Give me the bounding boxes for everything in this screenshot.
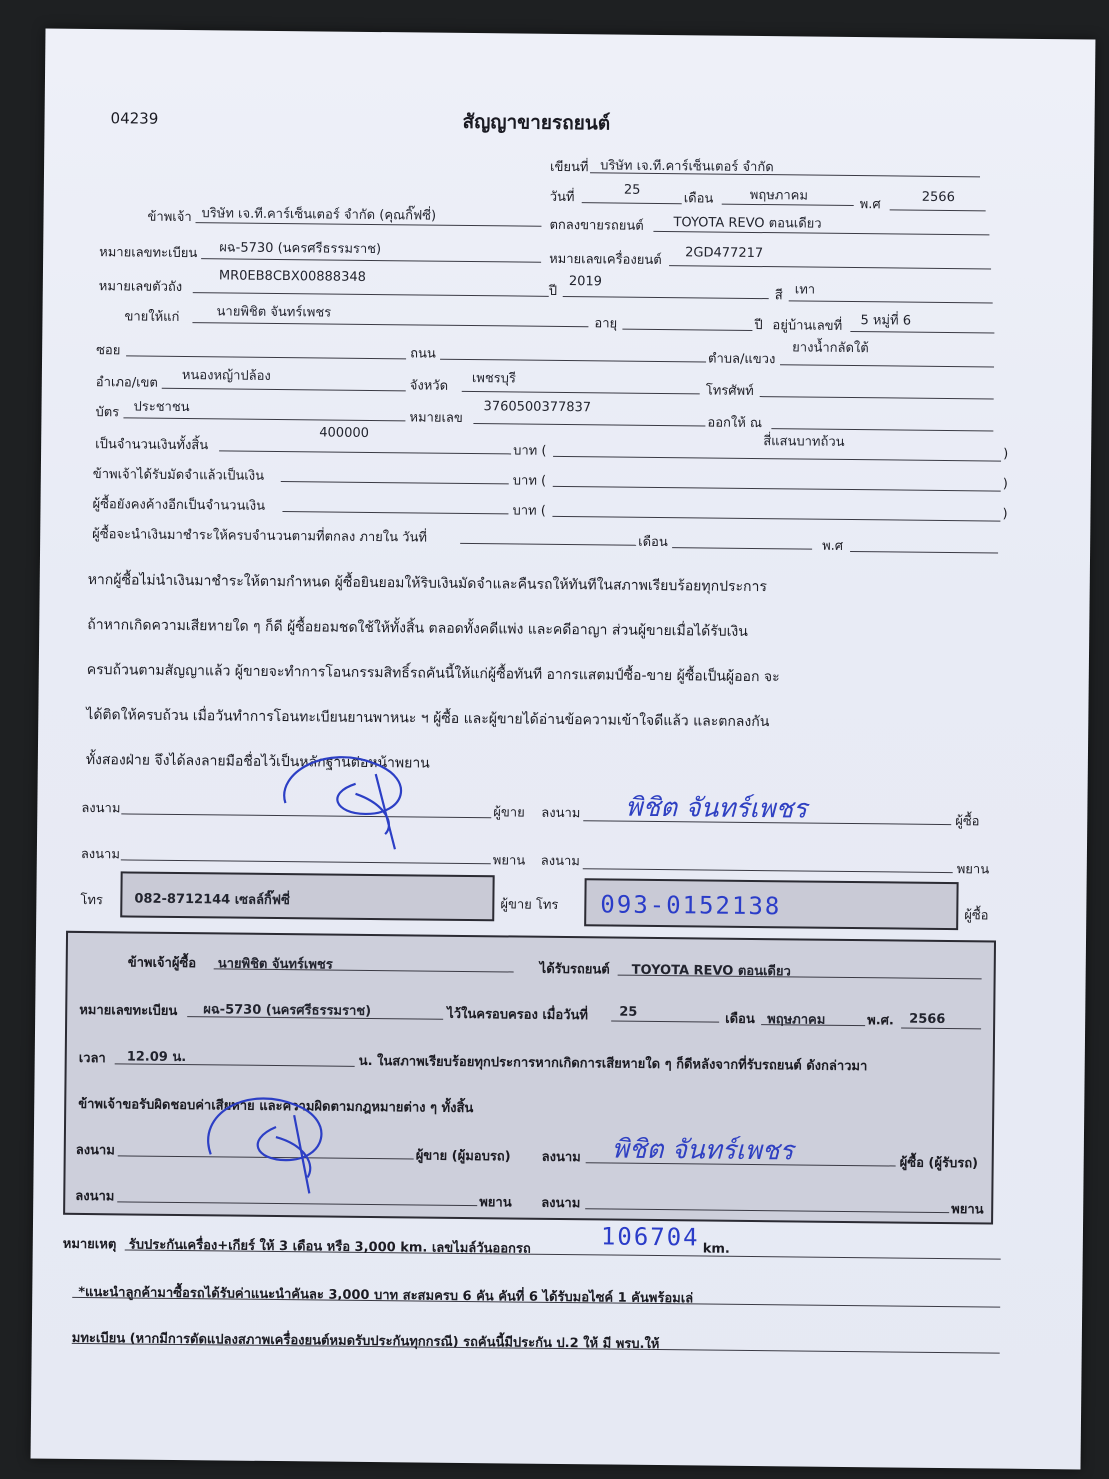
receipt-day-value: 25 <box>619 1004 638 1020</box>
paragraph-line-3: ครบถ้วนตามสัญญาแล้ว ผู้ขายจะทำการโอนกรรมสิทธิ์รถคันนี้ให้แก่ผู้ซื้อทันที อากรแสตมป์ซื้อ-ขาย ผู้ซื้อเป็นผู้ออก จะ <box>86 662 780 686</box>
model-year-value: 2019 <box>568 274 603 290</box>
seller-role: ผู้ขาย <box>493 805 525 821</box>
province-label: จังหวัด <box>409 378 449 394</box>
buyer-phone-box <box>584 878 958 930</box>
engine-label: หมายเลขเครื่องยนต์ <box>549 251 662 269</box>
pay-month-line <box>672 547 812 549</box>
remain-label: ผู้ซื้อยังคงค้างอีกเป็นจำนวนเงิน <box>92 497 266 514</box>
remain-words-line <box>552 516 1000 522</box>
color-label: สี <box>774 288 783 304</box>
receipt-seller-sign-label: ลงนาม <box>75 1142 115 1159</box>
buyer-line <box>192 322 588 327</box>
year-line <box>890 209 986 211</box>
seller-phone-value: 082-8712144 เซลล์กิ๊ฟซี่ <box>134 891 290 909</box>
pay-month-label: เดือน <box>638 534 668 551</box>
receipt-witness-sign-line-2 <box>585 1208 949 1213</box>
document-number: 04239 <box>110 109 159 128</box>
receipt-witness-sign-line-1 <box>117 1201 477 1206</box>
chassis-value: MR0EB8CBX00888348 <box>218 268 367 285</box>
witness-role-2: พยาน <box>956 862 990 878</box>
paragraph-line-4: ได้ติดให้ครบถ้วน เมื่อวันทำการโอนทะเบียนยานพาหนะ ฯ ผู้ซื้อ และผู้ขายได้อ่านข้อความเข้าใจดีแล้ว และตกลงกัน <box>86 707 770 731</box>
remain-close: ) <box>1002 506 1008 522</box>
written-at-value: บริษัท เจ.ที.คาร์เซ็นเตอร์ จำกัด <box>600 158 774 176</box>
address-label: อยู่บ้านเลขที่ <box>772 318 843 334</box>
pay-year-label: พ.ศ <box>822 538 844 554</box>
receipt-month-label: เดือน <box>725 1011 755 1028</box>
receipt-time-label: เวลา <box>78 1050 106 1067</box>
day-value: 25 <box>623 182 641 198</box>
month-value: พฤษภาคม <box>749 187 809 204</box>
age-line <box>622 329 752 331</box>
witness-sign-label-1: ลงนาม <box>80 846 121 863</box>
receipt-day-line <box>611 1021 719 1023</box>
witness-sign-label-2: ลงนาม <box>540 853 580 870</box>
receipt-year-value: 2566 <box>909 1011 946 1028</box>
color-value: เทา <box>794 282 816 298</box>
receipt-witness-sign-label-2: ลงนาม <box>541 1195 581 1212</box>
buyer-role: ผู้ซื้อ <box>955 814 980 830</box>
note-line-2-text: *แนะนำลูกค้ามาซื้อรถได้รับค่าแนะนำคันละ 3,000 บาท สะสมครบ 6 คัน คันที่ 6 ได้รับมอไซค์ 1 คันพร้อมเล่ <box>78 1284 694 1307</box>
document-title: สัญญาขายรถยนต์ <box>462 110 611 135</box>
card-type-value: ประชาชน <box>133 399 190 416</box>
month-label: เดือน <box>683 191 714 207</box>
paragraph-line-5: ทั้งสองฝ่าย จึงได้ลงลายมือชื่อไว้เป็นหลักฐานต่อหน้าพยาน <box>85 752 430 772</box>
total-label: เป็นจำนวนเงินทั้งสิ้น <box>95 437 209 454</box>
receipt-buyer-value: นายพิชิต จันทร์เพชร <box>217 956 333 973</box>
total-line <box>219 450 511 454</box>
buyer-sign-label: ลงนาม <box>541 805 581 822</box>
age-unit: ปี <box>754 317 763 334</box>
age-label: อายุ <box>594 316 618 332</box>
seller-signature-scribble <box>265 733 426 855</box>
receipt-time-value: 12.09 น. <box>126 1049 187 1066</box>
subdistrict-label: ตำบล/แขวง <box>708 351 776 368</box>
card-no-label: หมายเลข <box>409 410 463 426</box>
deposit-label: ข้าพเจ้าได้รับมัดจำแล้วเป็นเงิน <box>92 467 265 484</box>
buyer-phone-role: ผู้ซื้อ <box>964 908 989 924</box>
car-model-value: TOYOTA REVO ตอนเดียว <box>673 215 822 232</box>
seller-sign-label: ลงนาม <box>81 800 121 817</box>
seller-phone-role: ผู้ขาย โทร <box>500 897 559 913</box>
soi-label: ซอย <box>96 343 121 359</box>
district-label: อำเภอ/เขต <box>95 375 158 391</box>
written-at-label: เขียนที่ <box>550 159 589 176</box>
day-line <box>582 202 682 204</box>
witness-sign-line-2 <box>583 868 953 873</box>
seller-value: บริษัท เจ.ที.คาร์เซ็นเตอร์ จำกัด (คุณกิ๊ฟซี่) <box>201 206 437 224</box>
receipt-buyer-role: ผู้ซื้อ (ผู้รับรถ) <box>899 1155 979 1172</box>
receipt-seller-role: ผู้ขาย (ผู้มอบรถ) <box>415 1148 511 1165</box>
note-label: หมายเหตุ <box>62 1236 117 1253</box>
date-label: วันที่ <box>549 189 575 206</box>
receipt-car-value: TOYOTA REVO ตอนเดียว <box>631 962 791 980</box>
receipt-plate-label: หมายเลขทะเบียน <box>79 1002 178 1019</box>
paragraph-line-1: หากผู้ซื้อไม่นำเงินมาชำระให้ตามกำหนด ผู้ซื้อยินยอมให้ริบเงินมัดจำและคืนรถให้ทันทีในสภาพเรียบร้อยทุกประการ <box>87 572 767 596</box>
total-value: 400000 <box>319 425 370 441</box>
year-label: พ.ศ <box>859 197 881 213</box>
total-words-value: สี่แสนบาทถ้วน <box>763 434 845 450</box>
card-no-line <box>473 423 705 426</box>
receipt-received-label: ได้รับรถยนต์ <box>539 961 610 978</box>
receipt-buyer-signature: พิชิต จันทร์เพชร <box>611 1134 794 1167</box>
subdistrict-line <box>780 364 994 367</box>
remain-baht: บาท ( <box>512 503 546 519</box>
pay-day-line <box>460 543 636 546</box>
address-value: 5 หมู่ที่ 6 <box>860 313 912 329</box>
contract-paper <box>31 29 1096 1470</box>
seller-phone-box <box>120 871 494 921</box>
receipt-line1: น. ในสภาพเรียบร้อยทุกประการหากเกิดการเสียหายใด ๆ ก็ดีหลังจากที่รับรถยนต์ ดังกล่าวมา <box>358 1053 868 1075</box>
seller-label: ข้าพเจ้า <box>147 209 192 226</box>
phone-label: โทรศัพท์ <box>705 383 754 399</box>
pay-year-line <box>850 551 998 554</box>
vehicle-receipt-box <box>63 931 996 1225</box>
witness-role-1: พยาน <box>492 853 526 869</box>
subdistrict-value: ยางน้ำกลัดใต้ <box>792 340 869 357</box>
province-line <box>462 391 700 394</box>
total-close: ) <box>1003 446 1009 462</box>
note-line-3-text: มทะเบียน (หากมีการดัดแปลงสภาพเครื่องยนต์หมดรับประกันทุกกรณี) รถคันนี้มีประกัน ป.2 ให้ มี พรบ.ให้ <box>71 1330 660 1353</box>
receipt-buyer-sign-label: ลงนาม <box>541 1149 581 1166</box>
issued-label: ออกให้ ณ <box>707 415 763 432</box>
receipt-buyer-label: ข้าพเจ้าผู้ซื้อ <box>127 955 197 972</box>
card-no-value: 3760500377837 <box>483 399 592 416</box>
paragraph-line-2: ถ้าหากเกิดความเสียหายใด ๆ ก็ดี ผู้ซื้อยอมชดใช้ให้ทั้งสิ้น ตลอดทั้งคดีแพ่ง และคดีอาญา ส่วนผู้ขายเมื่อได้รับเงิน <box>87 617 748 640</box>
buyer-phone-value: 093-0152138 <box>600 890 782 921</box>
card-label: บัตร <box>95 405 120 421</box>
province-value: เพชรบุรี <box>471 371 517 387</box>
remain-line <box>282 511 508 514</box>
model-year-label: ปี <box>548 283 558 299</box>
receipt-plate-value: ผฉ-5730 (นครศรีธรรมราช) <box>203 1002 372 1020</box>
note-text: รับประกันเครื่อง+เกียร์ ให้ 3 เดือน หรือ 3,000 km. เลขไมล์วันออกรถ <box>128 1237 531 1257</box>
chassis-line <box>193 292 549 297</box>
agree-label: ตกลงขายรถยนต์ <box>549 217 644 234</box>
plate-label: หมายเลขทะเบียน <box>99 245 198 262</box>
district-value: หนองหญ้าปล้อง <box>181 367 271 384</box>
receipt-seller-signature-scribble <box>195 1064 346 1196</box>
engine-value: 2GD477217 <box>685 245 764 262</box>
deposit-close: ) <box>1002 476 1008 492</box>
color-line <box>789 300 993 303</box>
phone-line <box>760 396 994 399</box>
deposit-line <box>281 481 509 484</box>
witness-sign-line-1 <box>121 859 491 864</box>
note-mileage: 106704 <box>600 1222 700 1252</box>
buyer-signature: พิชิต จันทร์เพชร <box>625 792 808 825</box>
chassis-label: หมายเลขตัวถัง <box>98 279 183 295</box>
card-type-line <box>123 417 405 421</box>
buyer-value: นายพิชิต จันทร์เพชร <box>216 304 332 321</box>
receipt-witness-role-2: พยาน <box>951 1202 984 1218</box>
year-value: 2566 <box>921 189 955 206</box>
total-baht: บาท ( <box>513 443 547 459</box>
total-words-line <box>553 456 1001 462</box>
road-label: ถนน <box>410 346 436 362</box>
soi-line <box>126 355 406 359</box>
model-year-line <box>563 296 769 299</box>
receipt-year-line <box>901 1028 981 1030</box>
receipt-year-label: พ.ศ. <box>867 1013 894 1029</box>
pay-label: ผู้ซื้อจะนำเงินมาชำระให้ครบจำนวนตามที่ตกลง ภายใน วันที่ <box>92 527 428 546</box>
buyer-label: ขายให้แก่ <box>124 309 180 325</box>
seller-phone-prefix: โทร <box>80 892 104 909</box>
plate-value: ผฉ-5730 (นครศรีธรรมราช) <box>219 240 382 258</box>
receipt-witness-role-1: พยาน <box>479 1195 512 1211</box>
note-unit: km. <box>702 1241 730 1257</box>
receipt-line2: ข้าพเจ้าขอรับผิดชอบค่าเสียหาย และความผิดตามกฎหมายต่าง ๆ ทั้งสิ้น <box>78 1096 474 1117</box>
engine-line <box>669 265 991 269</box>
receipt-witness-sign-label-1: ลงนาม <box>75 1188 115 1205</box>
deposit-words-line <box>553 486 1001 492</box>
district-line <box>162 388 406 392</box>
deposit-baht: บาท ( <box>512 473 547 489</box>
receipt-month-value: พฤษภาคม <box>767 1012 826 1028</box>
address-line <box>850 331 994 334</box>
receipt-possess-label: ไว้ในครอบครอง เมื่อวันที่ <box>447 1006 589 1024</box>
road-line <box>440 359 706 363</box>
